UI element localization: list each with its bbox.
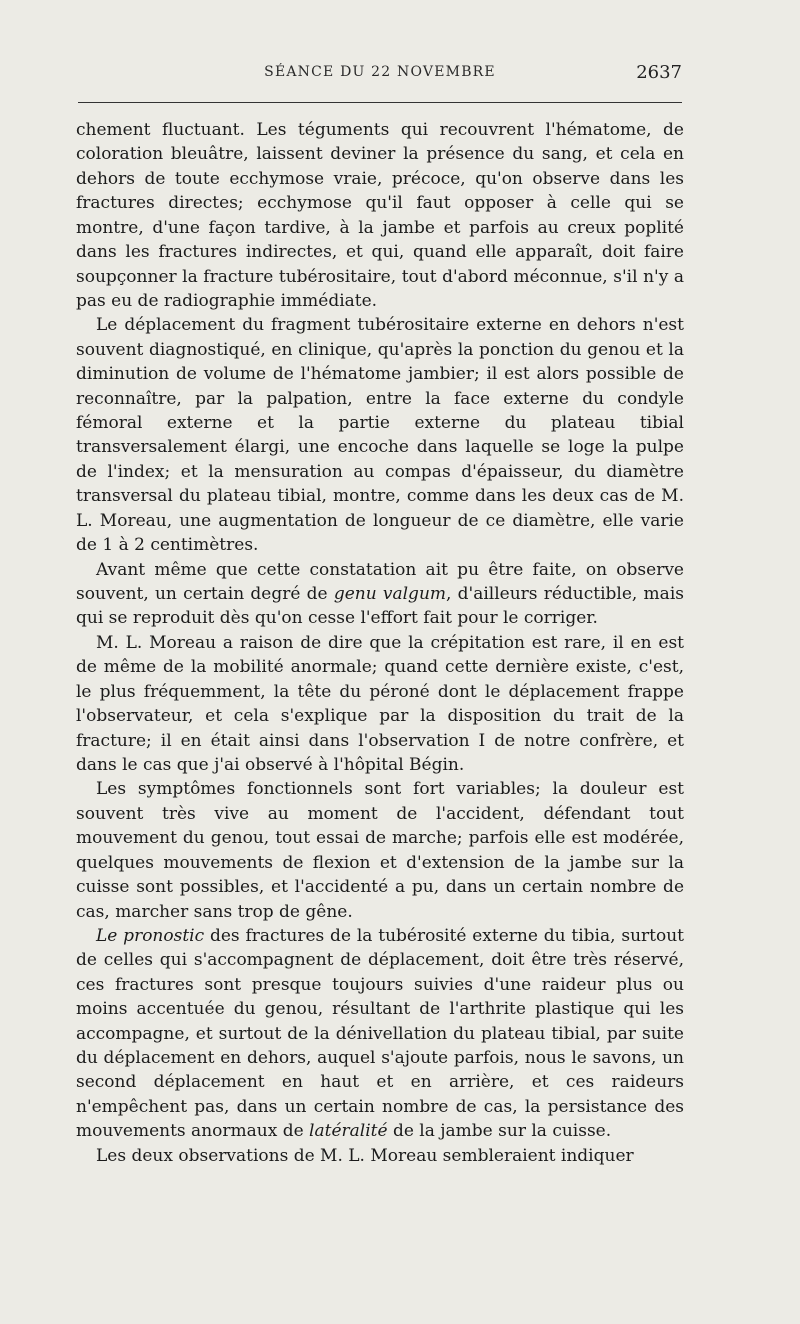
text-run: Le déplacement du fragment tubérositaire externe en dehors n'est souvent diagnostiqué, en clinique, qu'après la ponction du genou et la diminution de volume de l'hématome jambier; il est alors possible de reconnaître, par la palpation, entre la face externe du condyle fémoral externe et la partie externe du plateau tibial transversalement élargi, une encoche dans laquelle se loge la pulpe de l'index; et la mensuration au compas d'épaisseur, du diamètre transversal du plateau tibial, montre, comme dans les deux cas de M. L. Moreau, une augmentation de longueur de ce diamètre, elle varie de 1 à 2 centimètres. (76, 315, 684, 556)
text-run: Les deux observations de M. L. Moreau sembleraient indiquer (96, 1145, 634, 1166)
paragraph (76, 558, 684, 631)
text-run: de la jambe sur la cuisse. (387, 1121, 612, 1142)
page-header (78, 62, 682, 88)
paragraph (76, 1144, 684, 1168)
paragraph (76, 118, 684, 313)
text-run: Les symptômes fonctionnels sont fort variables; la douleur est souvent très vive au moment de l'accident, défendant tout mouvement du genou, tout essai de marche; parfois elle est modérée, quelques mouvements de flexion et d'extension de la jambe sur la cuisse sont possibles, et l'accidenté a pu, dans un certain nombre de cas, marcher sans trop de gêne. (76, 779, 684, 922)
paragraph (76, 313, 684, 557)
paragraph (76, 777, 684, 924)
body-text (76, 118, 684, 1168)
text-run: des fractures de la tubérosité externe du tibia, surtout de celles qui s'accompagnent de déplacement, doit être très réservé, ces fractures sont presque toujours suivies d'une raideur plus ou moins accentuée du genou, résultant de l'arthrite plastique qui les accompagne, et surtout de la dénivellation du plateau tibial, par suite du déplacement en dehors, auquel s'ajoute parfois, nous le savons, un second déplacement en haut et en arrière, et ces raideurs n'empêchent pas, dans un certain nombre de cas, la persistance des mouvements anormaux de (76, 925, 684, 1142)
page-number: 2637 (636, 62, 682, 83)
italic-term: latéralité (309, 1121, 388, 1142)
paragraph (76, 631, 684, 778)
paragraph (76, 924, 684, 1144)
italic-term: genu valgum (333, 584, 447, 605)
header-rule (78, 102, 682, 103)
text-run: chement fluctuant. Les téguments qui recouvrent l'hématome, de coloration bleuâtre, laissent deviner la présence du sang, et cela en dehors de toute ecchymose vraie, précoce, qu'on observe dans les fractures directes; ecchymose qu'il faut opposer à celle qui se montre, d'une façon tardive, à la jambe et parfois au creux poplité dans les fractures indirectes, et qui, quand elle apparaît, doit faire soupçonner la fracture tubérositaire, tout d'abord méconnue, s'il n'y a pas eu de radiographie immédiate. (76, 120, 684, 311)
italic-term: Le pronostic (96, 925, 205, 946)
text-run: , d'ailleurs réductible, mais qui se reproduit dès qu'on cesse l'effort fait pour le corriger. (76, 584, 684, 629)
text-run: M. L. Moreau a raison de dire que la crépitation est rare, il en est de même de la mobilité anormale; quand cette dernière existe, c'est, le plus fréquemment, la tête du péroné dont le déplacement frappe l'observateur, et cela s'explique par la disposition du trait de la fracture; il en était ainsi dans l'observation I de notre confrère, et dans le cas que j'ai observé à l'hôpital Bégin. (76, 632, 684, 775)
running-title: SÉANCE DU 22 NOVEMBRE (264, 64, 496, 80)
text-run: Avant même que cette constatation ait pu être faite, on observe souvent, un certain degré de (76, 559, 684, 605)
